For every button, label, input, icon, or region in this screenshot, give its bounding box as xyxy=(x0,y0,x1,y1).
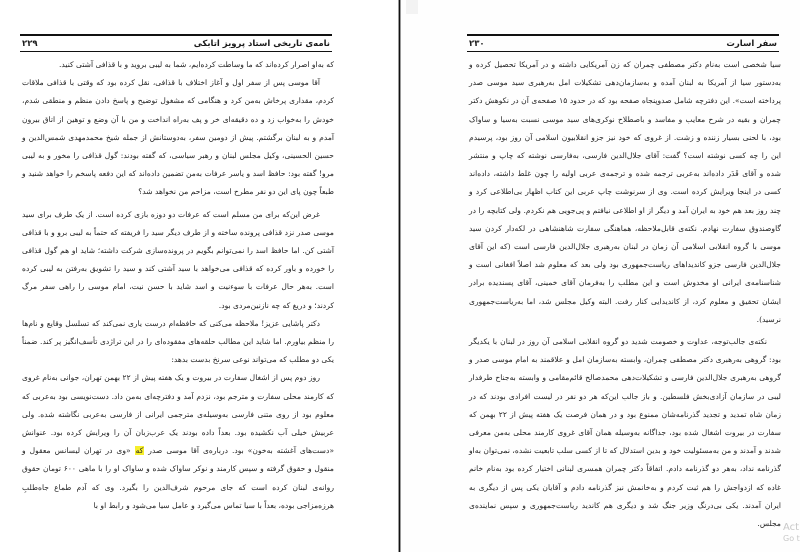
page-number: ۲۳۰ xyxy=(469,38,485,49)
right-page-body xyxy=(469,56,781,533)
paragraph: غرض این‌که برای من مسلم است که عرفات دو دوزه بازی کرده است. از یک طرف برای سید موسی صدر نزد قذافی پرونده ساخته و از طرف دیگر سید را فریفته که حتماً به لیبی برو و با قذافی آشتی کن. اما حافظ اسد را نمی‌توانم بگویم در پرونده‌سازی شرکت داشته؛ شاید او هم گول قذافی را خورده و باور کرده که قذافی می‌خواهد با سید آشتی کند و سید را تشویق به‌رفتن به لیبی کرده است. به‌هر حال عرفات با سوءنیت و اسد شاید با حسن نیت، امام موسی را راهی سفر مرگ کردند؛ و دریغ که چه نازنین‌مردی بود. xyxy=(22,209,334,310)
right-page xyxy=(401,0,800,552)
paragraph-text: روز دوم پس از اشغال سفارت در بیروت و یک هفته پیش از ۲۲ بهمن تهران، جوانی به‌نام غروی که کارمند محلی سفارت و مترجم بود، نزدم آمد و دفترچه‌ای به‌من داد. دست‌نویسی بود به‌عربی که معلوم بود از روی متنی فارسی به‌وسیله‌ی مترجمی ایرانی از فارسی به‌عربی نگاشته شده. ولی عربیش خیلی آب نکشیده بود. بعداً داده بودند یک عرب‌زبان آن را ویرایش کرده بود. عنوانش «دست‌های آغشته به‌خون» بود. درباره‌ی آقا موسی صدر xyxy=(22,373,334,456)
left-page-header xyxy=(20,34,332,52)
paragraph: دکتر پاشایی عزیز! ملاحظه می‌کنی که حافظه‌ام درست یاری نمی‌کند که تسلسل وقایع و نام‌ها را منظم بیاورم. اما شاید این مطالب حلقه‌های مفقوده‌ای را در این تراژدی تأسف‌انگیز پر کند. ضمناً یکی دو مطلب که می‌تواند نوعی سرنخ بدست بدهد: xyxy=(22,318,334,365)
paragraph: نکته‌ی جالب‌توجه، عداوت و خصومت شدید دو گروه انقلابی اسلامی آن روز در لبنان با یکدیگر بود: گروهی به‌رهبری دکتر مصطفی چمران، وابسته به‌سازمان امل و علاقمند به امام موسی صدر و گروهی به‌رهبری جلال‌الدین فارسی و تشکیلات‌دهی محمدصالح قائم‌مقامی و وابسته به‌جناح طرفدار لیبی در سازمان آزادی‌بخش فلسطین. و باز جالب این‌که هر دو نفر در لیست افرادی بودند که در زمان شاه تمدید و تجدید گذرنامه‌شان ممنوع بود و در همان فرصت یک هفته پیش از ۲۲ بهمن که سفارت در بیروت اشغال شده بود، جداگانه به‌وسیله همان آقای غروی کارمند محلی به‌من معرفی شدند و آمدند و من به‌مسئولیت خود و بدین استدلال که تا از کسی سلب تابعیت نشده، نمی‌توان به‌او گذرنامه نداد، به‌هر دو گذرنامه دادم. اتفاقاً دکتر چمران همسری لبنانی اختیار کرده بود به‌نام خانم غاده که ازدواجش را هم ثبت کردم و به‌خانمش نیز گذرنامه دادم و آقایان یکی پس از دیگری به ایران آمدند. یکی بی‌درنگ وزیر جنگ شد و دیگری هم کاندید ریاست‌جمهوری و سپس نماینده‌ی مجلس. xyxy=(469,337,781,529)
running-title: نامه‌ی تاریخی استاد پرویز اتابکی xyxy=(193,38,330,49)
paragraph: که به‌او اصرار کرده‌اند که ما وساطت کرده‌ایم، شما به لیبی بروید و با قذافی آشتی کنید. xyxy=(59,60,334,69)
search-highlight[interactable]: که xyxy=(135,446,144,456)
paragraph-text: «وی در تهران لیسانس معقول و منقول و حقوق گرفته و سپس کارمند و نوکر ساواک شده و ساواک او را با ماهی ۶۰۰ تومان حقوق روانه‌ی لبنان کرده است که جای مرحوم شرف‌الدین را بگیرد. وی که آدم طماع جاه‌طلبِ هرزه‌مزاجی بوده، بعداً با سیا تماس می‌گیرد و عامل سیا می‌شود و رابط او با xyxy=(22,446,334,510)
running-title: سفر اسارت xyxy=(726,38,777,49)
paragraph xyxy=(22,369,334,515)
watermark-line: Go t xyxy=(783,534,800,543)
page-number: ۲۲۹ xyxy=(22,38,38,49)
page-corner-tab xyxy=(406,0,418,14)
activation-watermark xyxy=(783,522,800,544)
right-page-header xyxy=(467,34,779,52)
left-page-body xyxy=(22,56,334,515)
watermark-line: Act xyxy=(783,522,800,533)
left-page xyxy=(0,0,398,552)
paragraph: سیا شخصی است به‌نام دکتر مصطفی چمران که زن آمریکایی داشته و در آمریکا تحصیل کرده و به‌دستور سیا از آمریکا به لبنان آمده و به‌سازمان‌دهی تشکیلات امل به‌رهبری سید موسی صدر پرداخته است». این دفترچه شامل صدوپنجاه صفحه بود که در حدود ۱۵ صفحه‌ی آن در نکوهش دکتر چمران و بقیه در شرح معایب و مفاسد و باصطلاح نوکری‌های سید موسی نسبت به‌سیا و ساواک بود، با لحنی بسیار زننده و زشت. از غروی که خود نیز جزو انقلابیون اسلامی آن روز بود، پرسیدم این را چه کسی نوشته است؟ گفت: آقای جلال‌الدین فارسی، به‌فارسی نوشته که چاپ و منتشر شده و آقای قَدَر داده‌اند به‌عربی ترجمه شده و ترجمه‌ی عربی اولیه را چون غلط داشته، داده‌اند کسی در اینجا ویرایش کرده است. وی از سرنوشت چاپ عربی این کتاب اظهار بی‌اطلاعی کرد و چند روز بعد هم خود به ایران آمد و دیگر از او اطلاعی نیافتم و پی‌جویی هم نکردم. ولی کتابچه را در گاوصندوق سفارت نهادم. نکته‌ی قابل‌ملاحظه، هماهنگی سفارت شاهنشاهی در لکه‌دار کردن سید موسی با گروه انقلابی اسلامی آن زمان در لبنان به‌رهبری جلال‌الدین فارسی است (که این آقای جلال‌الدین فارسی جزو کاندیداهای ریاست‌جمهوری بود ولی بعد که معلوم شد اصلاً افغانی است و شناسنامه‌ی ایرانی او مخدوش است و این مطلب را به‌فرمان آقای خمینی، آقای پسندیده برادر ایشان تحقیق و معلوم کرد، از کاندیدایی کنار رفت. البته وکیل مجلس شد، اما به‌ریاست‌جمهوری نرسید). xyxy=(469,60,782,324)
paragraph: آقا موسی پس از سفر اول و آغاز اختلاف با قذافی، نقل کرده بود که وقتی با قذافی ملاقات کردم، مقداری پرخاش به‌من کرد و هنگامی که مشغول توضیح و پاسخ دادن منظم و منطقی شدم، خودش را به‌خواب زد و ده دقیقه‌ای خر و پف به‌راه انداخت و من با آن وضع و توهین از اتاق بیرون آمدم و به لبنان برگشتم. پیش از دومین سفر، به‌دوستانش از جمله شیخ محمدمهدی شمس‌الدین و حسین الحسینی، وکیل مجلس لبنان و رهبر سیاسی، که گفته بودند: گول قذافی را مخور و به لیبی مرو! گفته بود: حافظ اسد و یاسر عرفات به‌من تضمین داده‌اند که این دفعه پاسخم را خواهد شنید و طبعاً چون پای این دو نفر مطرح است، مزاحم من نخواهد شد؟ xyxy=(22,78,334,197)
